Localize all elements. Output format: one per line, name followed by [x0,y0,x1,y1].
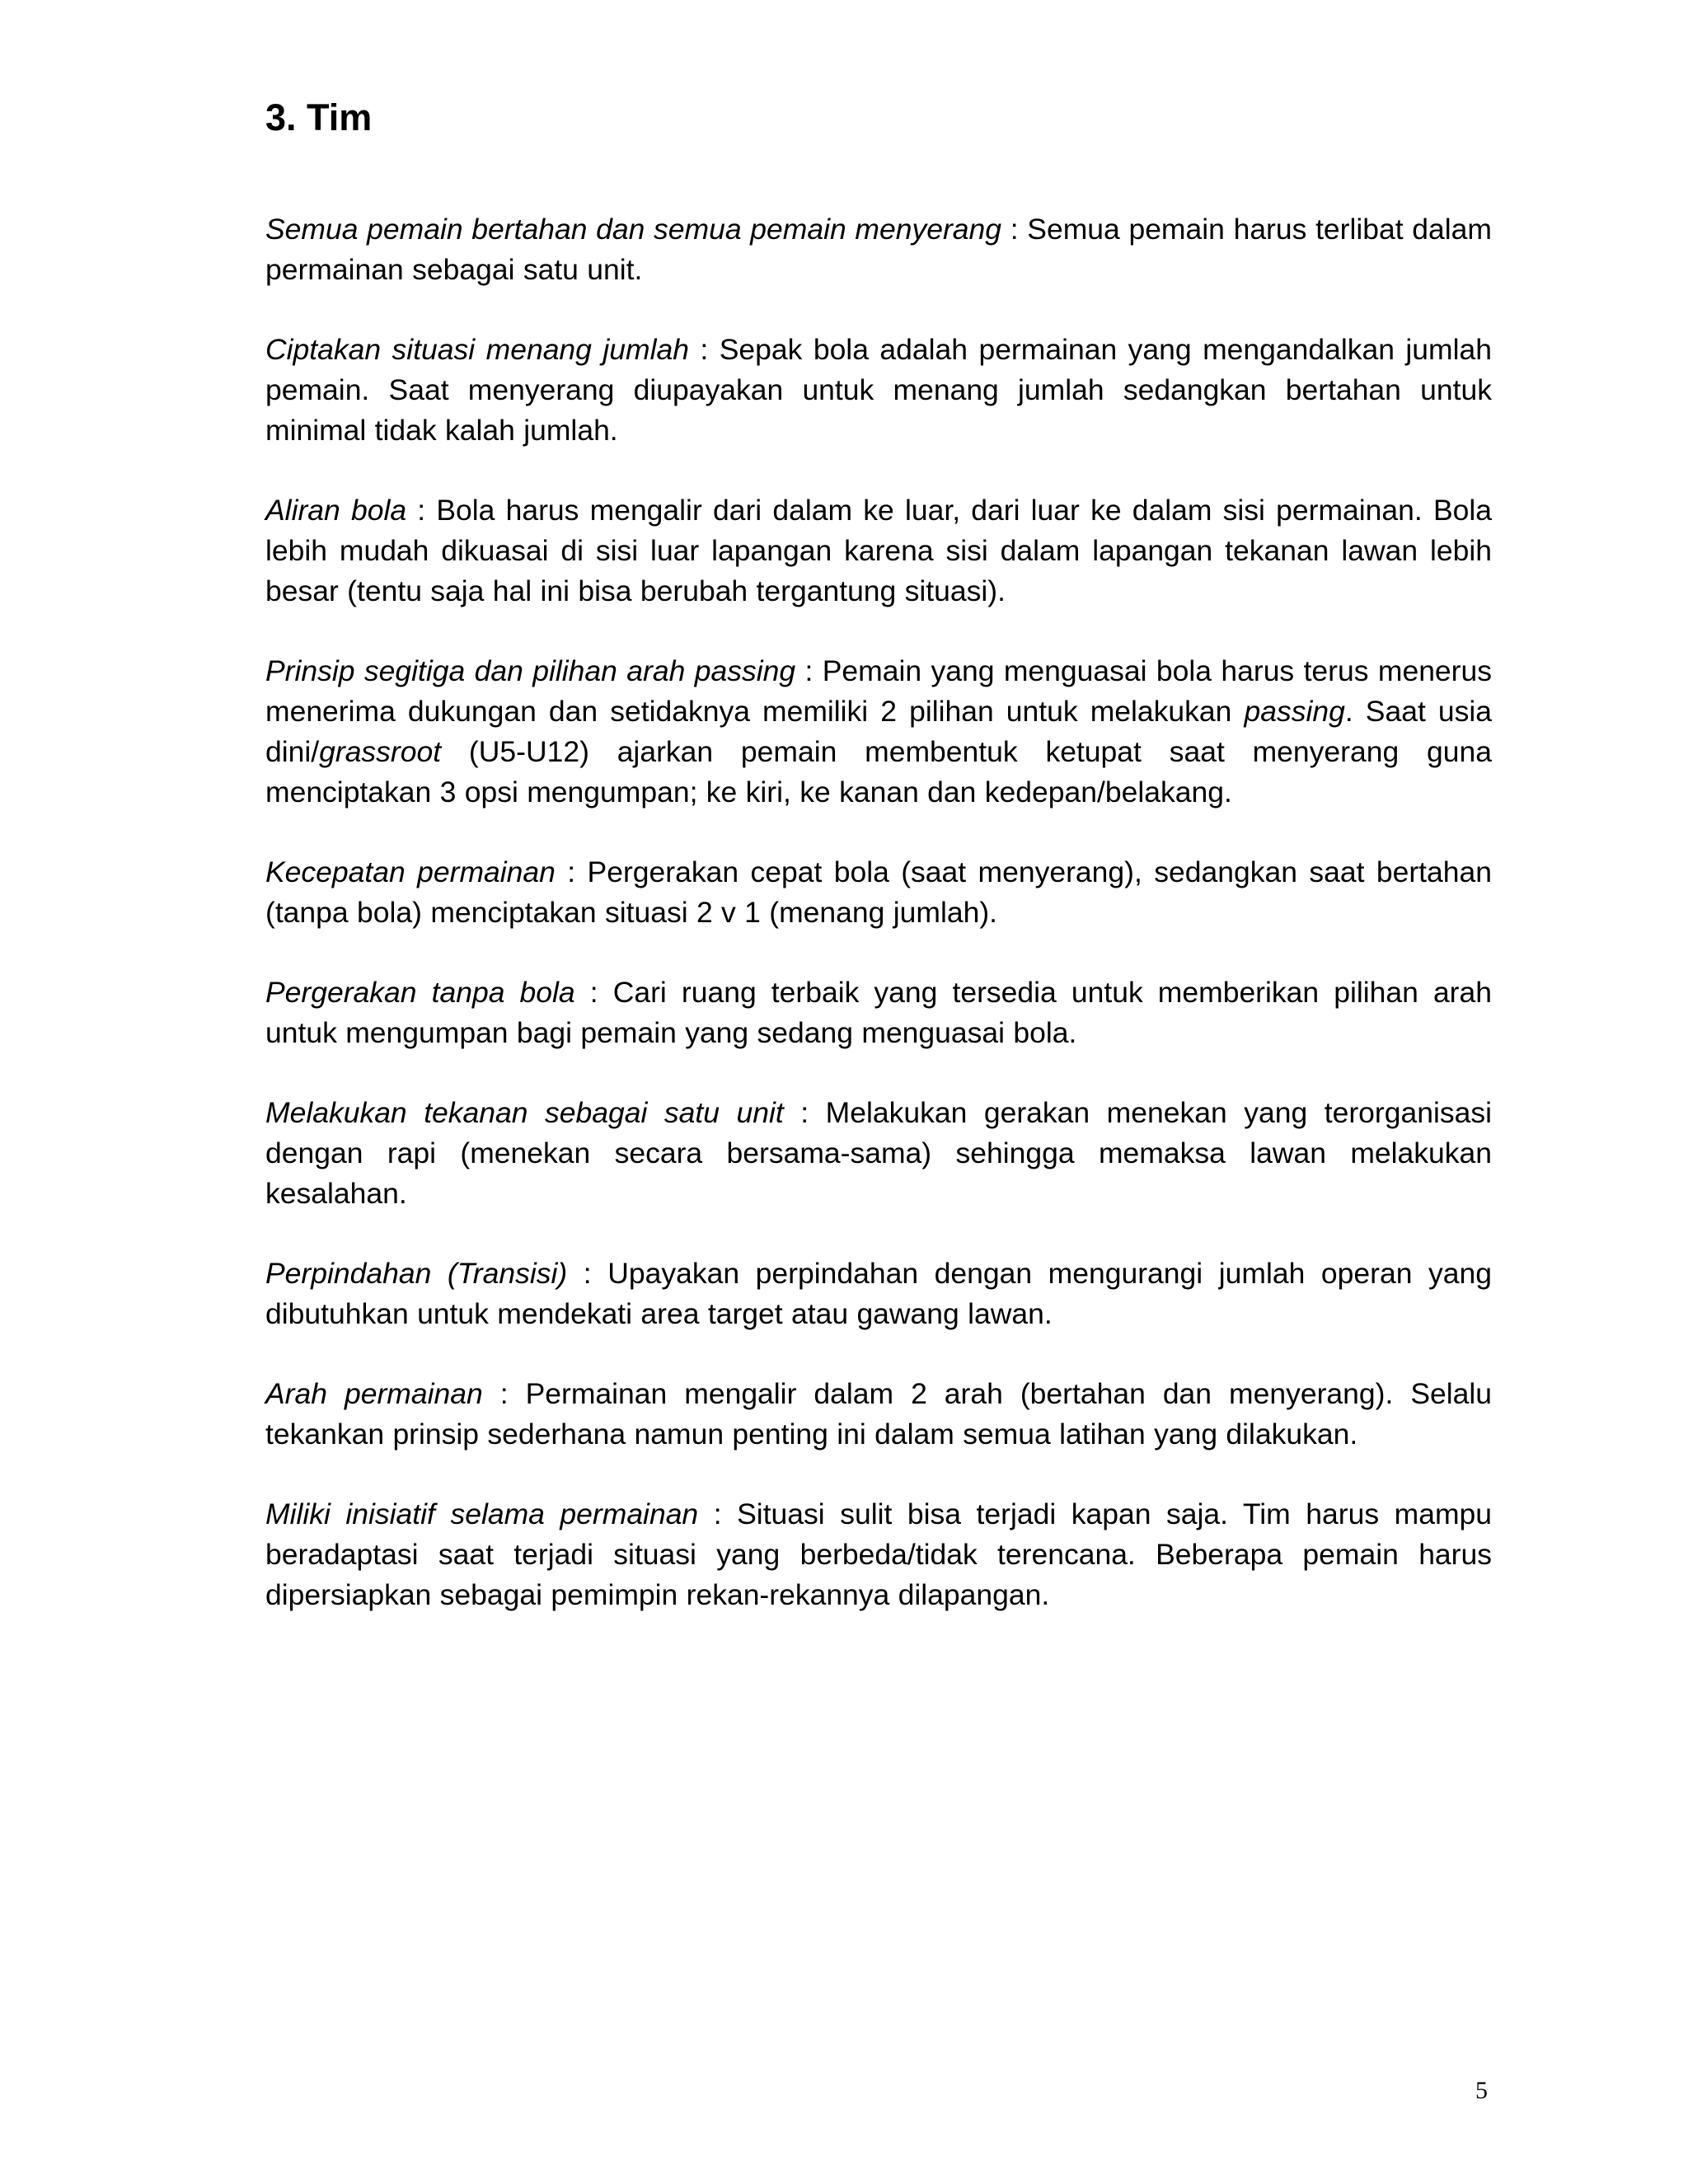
paragraph-term: Pergerakan tanpa bola [265,976,575,1009]
paragraph [265,1374,1492,1455]
paragraph [265,651,1492,813]
paragraph [265,209,1492,290]
paragraph [265,330,1492,451]
paragraph-term-inline: grassroot [319,735,442,768]
paragraph-term: Miliki inisiatif selama permainan [265,1497,699,1530]
paragraph [265,1254,1492,1334]
paragraph-text: : Melakukan gerakan menekan yang terorganisasi dengan rapi (menekan secara bersama-sama) sehingga memaksa lawan melakukan kesalahan. [265,1096,1492,1210]
paragraph-text: (U5-U12) ajarkan pemain membentuk ketupat saat menyerang guna menciptakan 3 opsi mengumpan; ke kiri, ke kanan dan kedepan/belakang. [265,735,1492,808]
paragraph-text: : Semua pemain harus terlibat dalam permainan sebagai satu unit. [265,213,1492,286]
paragraph-text: : Pergerakan cepat bola (saat menyerang), sedangkan saat bertahan (tanpa bola) menciptakan situasi 2 v 1 (menang jumlah). [265,855,1492,929]
paragraph-term: Prinsip segitiga dan pilihan arah passing [265,654,796,687]
paragraph-text: : Permainan mengalir dalam 2 arah (bertahan dan menyerang). Selalu tekankan prinsip sederhana namun penting ini dalam semua latihan yang dilakukan. [265,1377,1493,1451]
paragraph-term: Melakukan tekanan sebagai satu unit [265,1096,784,1129]
section-heading: 3. Tim [265,96,373,138]
paragraph-text: : Pemain yang menguasai bola harus terus menerus menerima dukungan dan setidaknya memiliki 2 pilihan untuk melakukan [265,654,1492,728]
paragraph-term: Ciptakan situasi menang jumlah [265,333,689,366]
paragraph-text: . Saat usia dini/ [265,695,1493,768]
paragraph [265,972,1492,1053]
paragraph-term: Kecepatan permainan [265,855,556,888]
paragraph-text: : Cari ruang terbaik yang tersedia untuk memberikan pilihan arah untuk mengumpan bagi pemain yang sedang menguasai bola. [265,976,1492,1049]
paragraph-text: : Situasi sulit bisa terjadi kapan saja. Tim harus mampu beradaptasi saat terjadi situasi yang berbeda/tidak terencana. Beberapa pemain harus dipersiapkan sebagai pemimpin rekan-rekannya dilapangan. [265,1497,1493,1611]
paragraph-term: Aliran bola [265,494,407,527]
section-body [265,209,1492,1655]
paragraph-term: Perpindahan (Transisi) [265,1257,568,1290]
paragraph [265,490,1492,612]
paragraph-text: : Upayakan perpindahan dengan mengurangi jumlah operan yang dibutuhkan untuk mendekati area target atau gawang lawan. [265,1257,1492,1330]
paragraph-text: : Sepak bola adalah permainan yang mengandalkan jumlah pemain. Saat menyerang diupayakan untuk menang jumlah sedangkan bertahan untuk minimal tidak kalah jumlah. [265,333,1492,447]
paragraph-text: : Bola harus mengalir dari dalam ke luar, dari luar ke dalam sisi permainan. Bola lebih mudah dikuasai di sisi luar lapangan karena sisi dalam lapangan tekanan lawan lebih besar (tentu saja hal ini bisa berubah tergantung situasi). [265,494,1492,607]
paragraph-term: Arah permainan [265,1377,483,1410]
paragraph [265,1093,1492,1214]
paragraph-term-inline: passing [1244,695,1345,728]
paragraph-term: Semua pemain bertahan dan semua pemain menyerang [265,213,1002,246]
paragraph [265,1494,1492,1615]
paragraph [265,852,1492,933]
page-number: 5 [1475,2077,1488,2104]
